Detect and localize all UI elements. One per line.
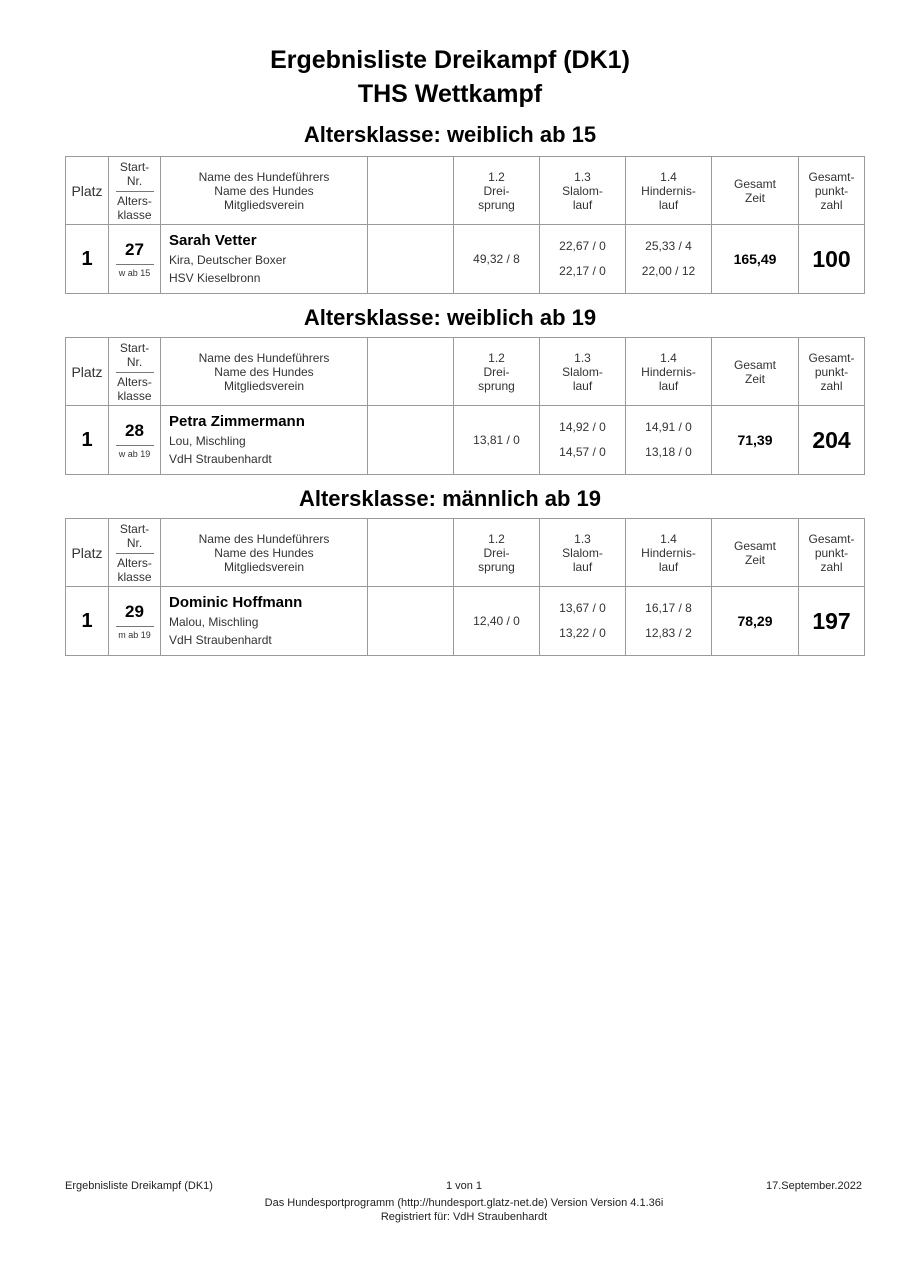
name-dog-label: Name des Hundes [214,364,314,379]
col-hindernis: 1.4 Hindernis- lauf [626,519,712,587]
results-table [65,518,865,656]
divider [116,553,154,554]
col-hindernis: 1.4 Hindernis- lauf [626,157,712,225]
col-platz: Platz [66,519,109,587]
age-class: w ab 15 [118,268,151,278]
age-class: w ab 19 [118,449,151,459]
col-dreisprung: 1.2 Drei- sprung [454,519,540,587]
slalom-run-2: 13,22 / 0 [559,626,606,640]
hindernis-run-2: 22,00 / 12 [641,264,696,278]
dog-name: Malou, Mischling [169,615,259,629]
alters-klasse-label: Alters- klasse [117,193,152,222]
divider [116,191,154,192]
col-start-nr [109,157,161,225]
hindernis-cell [626,406,712,475]
slalom-cell [540,406,626,475]
hindernis-run-1: 25,33 / 4 [645,239,692,253]
start-cell [109,225,161,294]
name-cell [161,225,368,294]
handler-name: Sarah Vetter [169,232,257,249]
start-cell [109,587,161,656]
name-club-label: Mitgliedsverein [223,559,305,574]
start-nr-label: Start- Nr. [119,340,150,369]
start-nr-label: Start- Nr. [119,159,150,188]
col-name [161,338,368,406]
total-time: 165,49 [712,225,799,294]
col-start-nr [109,519,161,587]
col-gesamt-zeit: Gesamt Zeit [712,338,799,406]
col-empty [368,338,454,406]
footer-date: 17.September.2022 [765,1180,862,1192]
empty-cell [368,587,454,656]
document-title-line2: THS Wettkampf [357,80,543,108]
hindernis-cell [626,587,712,656]
name-club-label: Mitgliedsverein [223,378,305,393]
col-gesamt-zeit: Gesamt Zeit [712,157,799,225]
divider [116,372,154,373]
col-name [161,519,368,587]
slalom-cell [540,587,626,656]
footer-page: 1 von 1 [445,1180,483,1192]
col-dreisprung: 1.2 Drei- sprung [454,157,540,225]
name-handler-label: Name des Hundeführers [198,531,330,546]
empty-cell [368,225,454,294]
hindernis-run-1: 14,91 / 0 [645,420,692,434]
table-header-row [66,519,865,587]
col-platz: Platz [66,157,109,225]
hindernis-cell [626,225,712,294]
club-name: VdH Straubenhardt [169,633,272,647]
results-table [65,156,865,294]
divider [116,626,154,627]
start-cell [109,406,161,475]
col-dreisprung: 1.2 Drei- sprung [454,338,540,406]
col-slalom: 1.3 Slalom- lauf [540,157,626,225]
hindernis-run-2: 13,18 / 0 [645,445,692,459]
col-gesamt-zeit: Gesamt Zeit [712,519,799,587]
handler-name: Petra Zimmermann [169,413,305,430]
document-title-line1: Ergebnisliste Dreikampf (DK1) [270,46,630,74]
age-class-heading: Altersklasse: männlich ab 19 [298,486,602,511]
col-empty [368,519,454,587]
table-header-row [66,157,865,225]
slalom-run-1: 14,92 / 0 [559,420,606,434]
slalom-run-1: 22,67 / 0 [559,239,606,253]
name-cell [161,406,368,475]
table-row [66,225,865,294]
dog-name: Kira, Deutscher Boxer [169,253,287,267]
slalom-run-2: 14,57 / 0 [559,445,606,459]
age-class-heading: Altersklasse: weiblich ab 19 [303,305,597,330]
col-empty [368,157,454,225]
start-number: 27 [125,240,144,259]
place-cell: 1 [66,225,109,294]
slalom-cell [540,225,626,294]
start-number: 29 [125,602,144,621]
place-cell: 1 [66,587,109,656]
age-class: m ab 19 [118,630,151,640]
col-gesamt-punkte: Gesamt- punkt- zahl [799,519,865,587]
table-row [66,406,865,475]
footer-program: Das Hundesportprogramm (http://hundesport.glatz-net.de) Version Version 4.1.36i [264,1197,664,1209]
results-table [65,337,865,475]
footer-registered: Registriert für: VdH Straubenhardt [380,1211,548,1223]
place-cell: 1 [66,406,109,475]
col-slalom: 1.3 Slalom- lauf [540,338,626,406]
col-name [161,157,368,225]
name-club-label: Mitgliedsverein [223,197,305,212]
alters-klasse-label: Alters- klasse [117,555,152,584]
dreisprung-value: 12,40 / 0 [454,587,540,656]
col-hindernis: 1.4 Hindernis- lauf [626,338,712,406]
total-time: 78,29 [712,587,799,656]
dreisprung-value: 49,32 / 8 [454,225,540,294]
name-handler-label: Name des Hundeführers [198,350,330,365]
name-cell [161,587,368,656]
name-dog-label: Name des Hundes [214,183,314,198]
footer-left: Ergebnisliste Dreikampf (DK1) [65,1180,213,1192]
col-platz: Platz [66,338,109,406]
table-row [66,587,865,656]
empty-cell [368,406,454,475]
hindernis-run-1: 16,17 / 8 [645,601,692,615]
dog-name: Lou, Mischling [169,434,246,448]
age-class-heading: Altersklasse: weiblich ab 15 [303,122,597,147]
total-points: 204 [799,406,865,475]
divider [116,264,154,265]
col-gesamt-punkte: Gesamt- punkt- zahl [799,338,865,406]
hindernis-run-2: 12,83 / 2 [645,626,692,640]
dreisprung-value: 13,81 / 0 [454,406,540,475]
slalom-run-2: 22,17 / 0 [559,264,606,278]
club-name: HSV Kieselbronn [169,271,261,285]
total-points: 197 [799,587,865,656]
col-gesamt-punkte: Gesamt- punkt- zahl [799,157,865,225]
slalom-run-1: 13,67 / 0 [559,601,606,615]
alters-klasse-label: Alters- klasse [117,374,152,403]
col-slalom: 1.3 Slalom- lauf [540,519,626,587]
club-name: VdH Straubenhardt [169,452,272,466]
handler-name: Dominic Hoffmann [169,594,303,611]
name-dog-label: Name des Hundes [214,545,314,560]
name-handler-label: Name des Hundeführers [198,169,330,184]
table-header-row [66,338,865,406]
total-time: 71,39 [712,406,799,475]
total-points: 100 [799,225,865,294]
divider [116,445,154,446]
col-start-nr [109,338,161,406]
start-number: 28 [125,421,144,440]
start-nr-label: Start- Nr. [119,521,150,550]
